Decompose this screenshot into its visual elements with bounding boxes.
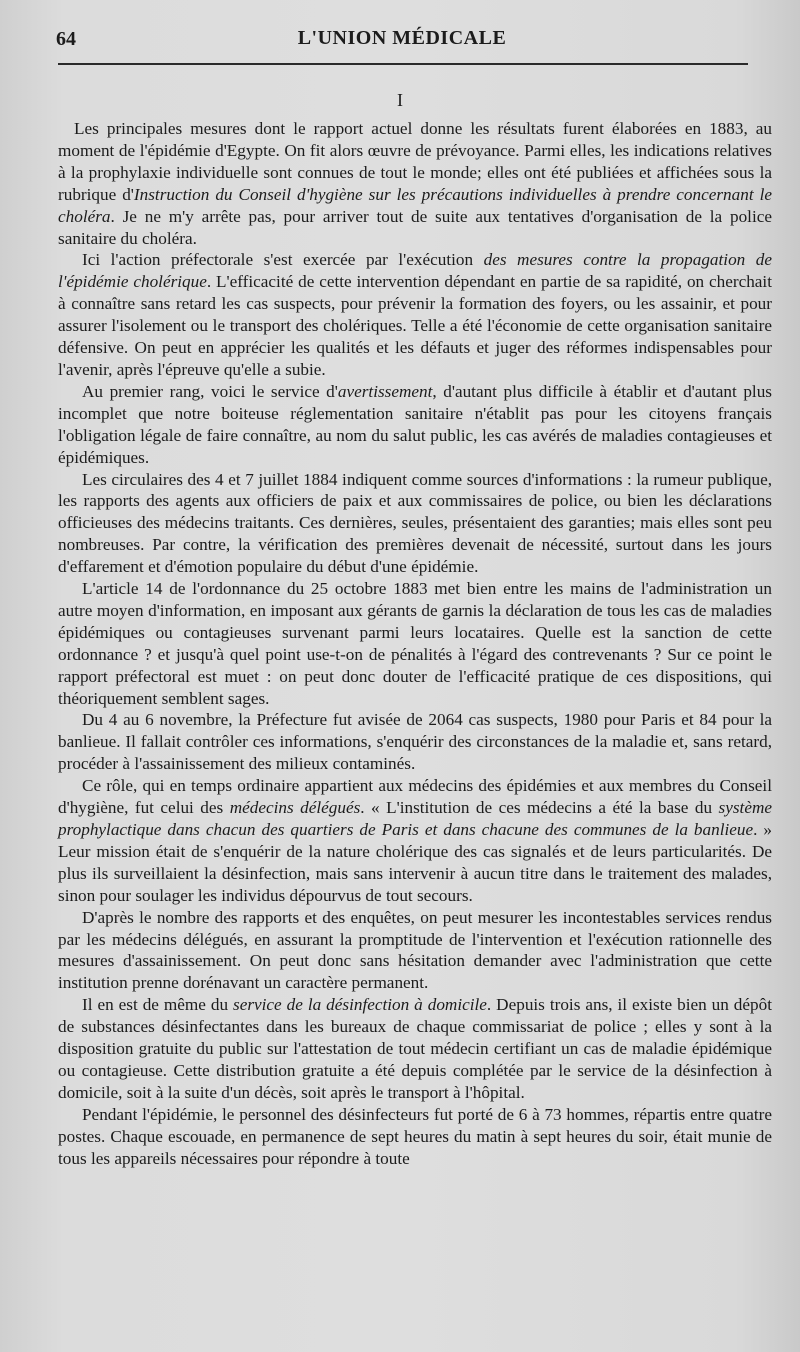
- running-title: L'UNION MÉDICALE: [297, 27, 507, 49]
- text-run: . » Leur mission était de s'enquérir de la nature cholérique des cas signalés et de leurs particularités. De plus ils surveillaient la désinfection, mais sans intervenir à aucun titre dans le traitement des malades, sinon pour soulager les individus dépourvus de tout secours.: [58, 820, 772, 905]
- section-heading: I: [397, 90, 403, 110]
- paragraph: [58, 469, 772, 579]
- page-header: [56, 24, 748, 54]
- italic-run: des mesures contre la propagation de l'épidémie cholérique: [58, 250, 772, 292]
- paragraph: [58, 249, 772, 380]
- page-number: 64: [56, 28, 76, 50]
- text-run: D'après le nombre des rapports et des enquêtes, on peut mesurer les incontestables services rendus par les médecins délégués, en assurant la promptitude de l'intervention et l'exécution rationnelle des mesures d'assainissement. On peut donc sans hésitation demander avec l'administration que cette institution prenne dorénavant un caractère permanent.: [58, 907, 772, 993]
- text-run: Du 4 au 6 novembre, la Préfecture fut avisée de 2064 cas suspects, 1980 pour Paris et 84 pour la banlieue. Il fallait contrôler ces informations, s'enquérir des circonstances de la maladie et, sans retard, procéder à l'assainissement des milieux contaminés.: [58, 710, 772, 774]
- paragraph: [58, 709, 772, 775]
- italic-run: avertissement: [337, 381, 433, 401]
- text-run: Au premier rang, voici le service d': [82, 381, 338, 401]
- paragraph: [58, 381, 772, 469]
- paragraph: [58, 775, 772, 906]
- text-run: Les circulaires des 4 et 7 juillet 1884 indiquent comme sources d'informations : la rumeur publique, les rapports des agents aux officiers de paix et aux commissaires de police, ou bien les déclarations officieuses des médecins traitants. Ces dernières, seules, présentaient des garanties; mais elles sont peu nombreuses. Par contre, la vérification des premières devenait de nécessité, surtout dans les jours d'effarement et d'émotion populaire du début d'une épidémie.: [58, 469, 772, 577]
- text-run: Les principales mesures dont le rapport actuel donne les résultats furent élaborées en 1883, au moment de l'épidémie d'Egypte. On fit alors œuvre de prévoyance. Parmi elles, les indications relatives à la prophylaxie individuelle sont connues de tout le monde; elles ont été publiées et affichées sous la rubrique d': [58, 119, 772, 204]
- paragraph: [58, 118, 772, 249]
- italic-run: service de la désinfection à domicile: [233, 995, 487, 1015]
- header-rule: [58, 63, 748, 65]
- italic-run: médecins délégués: [229, 798, 361, 818]
- text-run: Il en est de même du: [82, 995, 234, 1015]
- body-text: [58, 118, 772, 1170]
- text-run: Ici l'action préfectorale s'est exercée par l'exécution: [82, 250, 484, 270]
- paragraph: [58, 994, 772, 1104]
- text-run: . « L'institution de ces médecins a été la base du: [360, 798, 719, 818]
- paragraph: [58, 1104, 772, 1170]
- text-run: . Je ne m'y arrête pas, pour arriver tout de suite aux tentatives d'organisation de la police sanitaire du choléra.: [58, 206, 772, 248]
- text-run: . Depuis trois ans, il existe bien un dépôt de substances désinfectantes dans les bureaux de chaque commissariat de police ; elles y sont à la disposition gratuite du public sur l'attestation de tout médecin certifiant un cas de maladie épidémique ou contagieuse. Cette distribution gratuite a été depuis complétée par le service de la désinfection à domicile, soit à la suite d'un décès, soit après le transport à l'hôpital.: [58, 995, 772, 1102]
- paragraph: [58, 907, 772, 995]
- paragraph: [58, 578, 772, 709]
- text-run: Ce rôle, qui en temps ordinaire appartient aux médecins des épidémies et aux membres du Conseil d'hygiène, fut celui des: [58, 776, 772, 818]
- text-run: . L'efficacité de cette intervention dépendant en partie de sa rapidité, on cherchait à connaître sans retard les cas suspects, pour prévenir la formation des foyers, ou les assainir, et pour assurer l'isolement ou le transport des cholériques. Telle a été l'économie de cette organisation sanitaire défensive. On peut en apprécier les qualités et les défauts et juger des réformes indispensables pour l'avenir, après l'épreuve qu'elle a subie.: [58, 272, 772, 379]
- italic-run: Instruction du Conseil d'hygiène sur les précautions individuelles à prendre concernant le choléra: [58, 184, 772, 226]
- italic-run: système prophylactique dans chacun des quartiers de Paris et dans chacune des communes de la banlieue: [58, 798, 772, 839]
- text-run: Pendant l'épidémie, le personnel des désinfecteurs fut porté de 6 à 73 hommes, répartis entre quatre postes. Chaque escouade, en permanence de sept heures du matin à sept heures du soir, était munie de tous les appareils nécessaires pour répondre à toute: [58, 1104, 772, 1168]
- text-run: L'article 14 de l'ordonnance du 25 octobre 1883 met bien entre les mains de l'administration un autre moyen d'information, en imposant aux gérants de garnis la déclaration de tous les cas de maladies épidémiques ou contagieuses survenant parmi leurs locataires. Quelle est la sanction de cette ordonnance ? et jusqu'à quel point use-t-on de pénalités à l'égard des contrevenants ? Sur ce point le rapport préfectoral est muet : on peut donc douter de l'efficacité pratique de ces dispositions, qui théoriquement semblent sages.: [58, 579, 772, 708]
- text-run: , d'autant plus difficile à établir et d'autant plus incomplet que notre boiteuse réglementation sanitaire n'établit pas pour les citoyens français l'obligation légale de faire connaître, au nom du salut public, les cas avérés de maladies contagieuses et épidémiques.: [58, 381, 772, 467]
